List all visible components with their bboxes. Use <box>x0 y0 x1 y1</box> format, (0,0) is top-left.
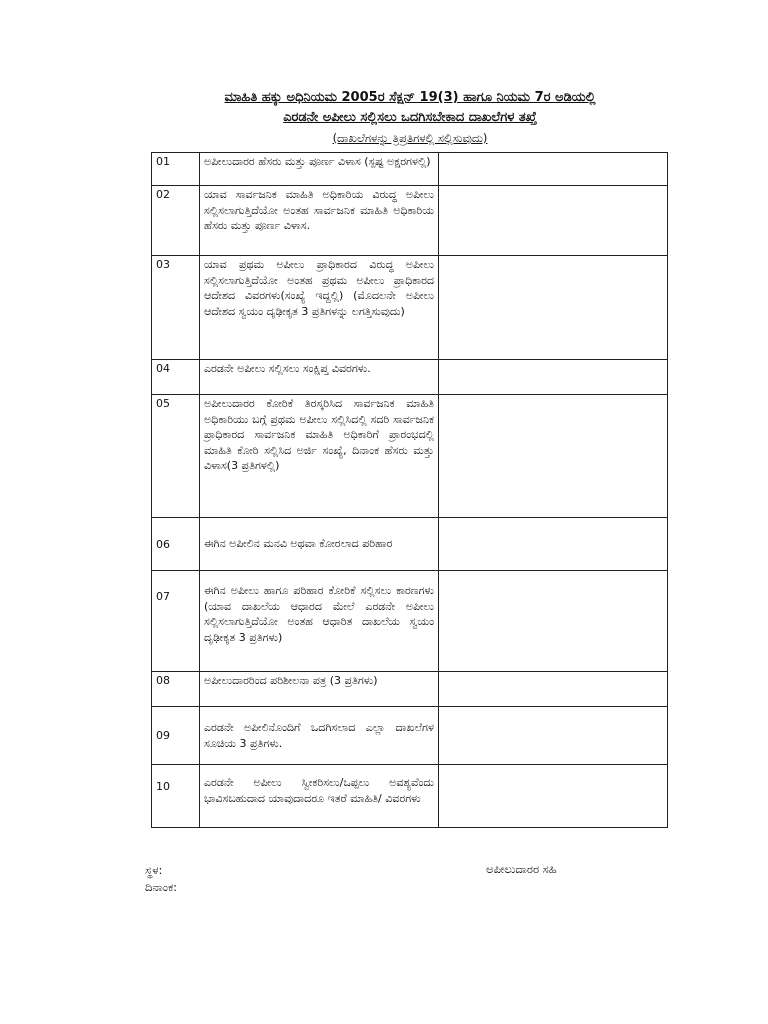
document-title-line-1: ಮಾಹಿತಿ ಹಕ್ಕು ಅಧಿನಿಯಮ 2005ರ ಸೆಕ್ಷನ್ 19(3) ಹಾಗೂ ನಿಯಮ 7ರ ಅಡಿಯಲ್ಲಿ <box>224 90 596 105</box>
table-row <box>152 395 668 518</box>
row-answer-field[interactable] <box>439 360 668 395</box>
row-answer-field[interactable] <box>439 153 668 186</box>
row-answer-field[interactable] <box>439 765 668 828</box>
row-number: 01 <box>152 153 200 186</box>
row-number: 10 <box>152 765 200 828</box>
row-answer-field[interactable] <box>439 571 668 672</box>
row-description: ಎರಡನೇ ಅಪೀಲು ಸ್ವೀಕರಿಸಲು/ಒಪ್ಪಲು ಅವಶ್ಯವೆಂದು ಭಾವಿಸಬಹುದಾದ ಯಾವುದಾದರೂ ಇತರೆ ಮಾಹಿತಿ/ ವಿವರಗಳು <box>200 765 439 828</box>
appellant-signature-label: ಅಪೀಲುದಾರರ ಸಹಿ <box>486 862 557 876</box>
table-row <box>152 360 668 395</box>
row-number: 07 <box>152 571 200 672</box>
row-description: ಯಾವ ಸಾರ್ವಜನಿಕ ಮಾಹಿತಿ ಅಧಿಕಾರಿಯ ವಿರುದ್ಧ ಅಪೀಲು ಸಲ್ಲಿಸಲಾಗುತ್ತಿದೆಯೋ ಅಂತಹ ಸಾರ್ವಜನಿಕ ಮಾಹಿತಿ ಅಧಿಕಾರಿಯ ಹೆಸರು ಮತ್ತು ಪೂರ್ಣ ವಿಳಾಸ. <box>200 186 439 256</box>
row-number: 02 <box>152 186 200 256</box>
row-answer-field[interactable] <box>439 395 668 518</box>
row-number: 03 <box>152 256 200 360</box>
table-row <box>152 765 668 828</box>
row-description: ಅಪೀಲುದಾರರ ಕೋರಿಕೆ ತಿರಸ್ಕರಿಸಿದ ಸಾರ್ವಜನಿಕ ಮಾಹಿತಿ ಅಧಿಕಾರಿಯು ಬಗ್ಗೆ ಪ್ರಥಮ ಅಪೀಲು ಸಲ್ಲಿಸಿದಲ್ಲಿ ಸದರಿ ಸಾರ್ವಜನಿಕ ಪ್ರಾಧಿಕಾರದ ಸಾರ್ವಜನಿಕ ಮಾಹಿತಿ ಅಧಿಕಾರಿಗೆ ಪ್ರಾರಂಭದಲ್ಲಿ ಮಾಹಿತಿ ಕೋರಿ ಸಲ್ಲಿಸಿದ ಅರ್ಜಿ ಸಂಖ್ಯೆ, ದಿನಾಂಕ ಹೆಸರು ಮತ್ತು ವಿಳಾಸ(3 ಪ್ರತಿಗಳಲ್ಲಿ) <box>200 395 439 518</box>
document-subtitle: (ದಾಖಲೆಗಳನ್ನು ತ್ರಿಪ್ರತಿಗಳಲ್ಲಿ ಸಲ್ಲಿಸುವುದು) <box>332 131 488 145</box>
table-row <box>152 571 668 672</box>
row-description: ಅಪೀಲುದಾರರ ಹೆಸರು ಮತ್ತು ಪೂರ್ಣ ವಿಳಾಸ (ಸ್ಪಷ್ಟ ಅಕ್ಷರಗಳಲ್ಲಿ) <box>200 153 439 186</box>
row-number: 04 <box>152 360 200 395</box>
row-number: 09 <box>152 707 200 765</box>
row-description: ಎರಡನೇ ಅಪೀಲಿನೊಂದಿಗೆ ಒದಗಿಸಲಾದ ಎಲ್ಲಾ ದಾಖಲೆಗಳ ಸೂಚಿಯ 3 ಪ್ರತಿಗಳು. <box>200 707 439 765</box>
date-label: ದಿನಾಂಕ: <box>145 880 178 894</box>
row-description: ಎರಡನೇ ಅಪೀಲು ಸಲ್ಲಿಸಲು ಸಂಕ್ಷಿಪ್ತ ವಿವರಗಳು. <box>200 360 439 395</box>
row-answer-field[interactable] <box>439 256 668 360</box>
row-number: 05 <box>152 395 200 518</box>
row-description: ಅಪೀಲುದಾರರಿಂದ ಪರಿಶೀಲನಾ ಪತ್ರ (3 ಪ್ರತಿಗಳು) <box>200 672 439 707</box>
row-answer-field[interactable] <box>439 707 668 765</box>
table-row <box>152 672 668 707</box>
table-row <box>152 186 668 256</box>
place-label: ಸ್ಥಳ: <box>145 863 163 877</box>
table-row <box>152 707 668 765</box>
appeal-documents-table <box>151 152 668 828</box>
row-number: 08 <box>152 672 200 707</box>
row-answer-field[interactable] <box>439 518 668 571</box>
row-answer-field[interactable] <box>439 672 668 707</box>
document-title-line-2: ಎರಡನೇ ಅಪೀಲು ಸಲ್ಲಿಸಲು ಒದಗಿಸಬೇಕಾದ ದಾಖಲೆಗಳ ತಖ್ತೆ <box>283 110 537 125</box>
place-date-block <box>145 862 177 896</box>
table-row <box>152 518 668 571</box>
row-description: ಈಗಿನ ಅಪೀಲು ಹಾಗೂ ಪರಿಹಾರ ಕೋರಿಕೆ ಸಲ್ಲಿಸಲು ಕಾರಣಗಳು (ಯಾವ ದಾಖಲೆಯ ಆಧಾರದ ಮೇಲೆ ಎರಡನೇ ಅಪೀಲು ಸಲ್ಲಿಸಲಾಗುತ್ತಿದೆಯೋ ಅಂತಹ ಆಧಾರಿತ ದಾಖಲೆಯ ಸ್ವಯಂ ದೃಢೀಕೃತ 3 ಪ್ರತಿಗಳು) <box>200 571 439 672</box>
row-answer-field[interactable] <box>439 186 668 256</box>
table-row <box>152 256 668 360</box>
row-number: 06 <box>152 518 200 571</box>
row-description: ಯಾವ ಪ್ರಥಮ ಅಪೀಲು ಪ್ರಾಧಿಕಾರದ ವಿರುದ್ಧ ಅಪೀಲು ಸಲ್ಲಿಸಲಾಗುತ್ತಿದೆಯೋ ಅಂತಹ ಪ್ರಥಮ ಅಪೀಲು ಪ್ರಾಧಿಕಾರದ ಆದೇಶದ ವಿವರಗಳು(ಸಂಖ್ಯೆ ಇದ್ದಲ್ಲಿ) (ಮೊದಲನೇ ಅಪೀಲು ಆದೇಶದ ಸ್ವಯಂ ದೃಢೀಕೃತ 3 ಪ್ರತಿಗಳನ್ನು ಲಗತ್ತಿಸುವುದು) <box>200 256 439 360</box>
table-row <box>152 153 668 186</box>
row-description: ಈಗಿನ ಅಪೀಲಿನ ಮನವಿ ಅಥವಾ ಕೋರಲಾದ ಪರಿಹಾರ <box>200 518 439 571</box>
